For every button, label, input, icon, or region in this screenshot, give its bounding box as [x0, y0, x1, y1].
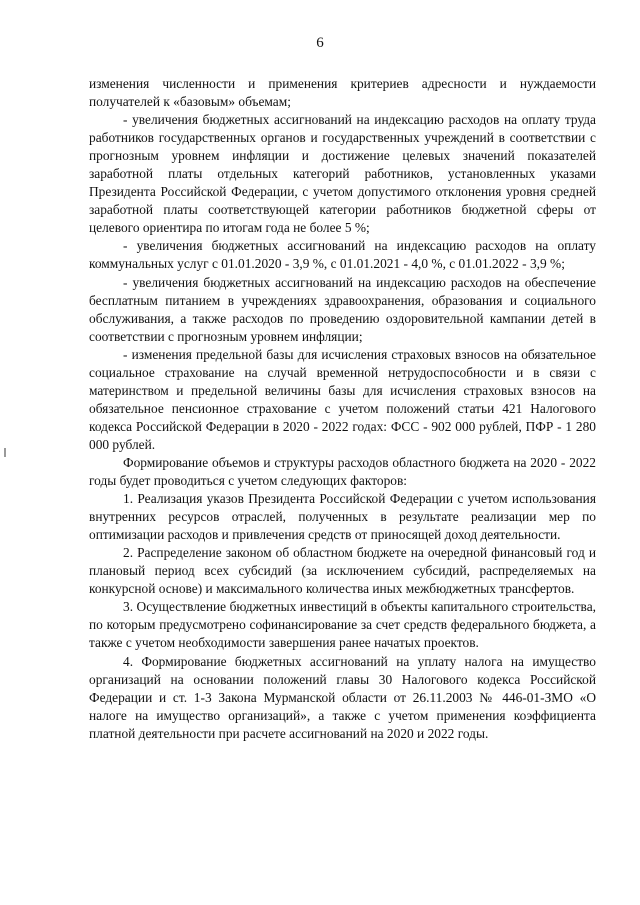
numbered-item-1: 1. Реализация указов Президента Российской Федерации с учетом использования внутренних ресурсов отраслей, полученных в результате реализации мер по оптимизации расходов и привлечения средств от приносящей доход деятельности.	[89, 491, 596, 543]
paragraph-continuation: изменения численности и применения критериев адресности и нуждаемости получателей к «базовым» объемам;	[89, 76, 596, 110]
numbered-item-4: 4. Формирование бюджетных ассигнований на уплату налога на имущество организаций на основании положений главы 30 Налогового кодекса Российской Федерации и ст. 1-3 Закона Мурманской области от 26.11.2003 № 446-01-ЗМО «О налоге на имущество организаций», а также с учетом применения коэффициента платной деятельности при расчете ассигнований на 2020 и 2022 годы.	[89, 653, 596, 741]
numbered-item-3: 3. Осуществление бюджетных инвестиций в объекты капитального строительства, по которым предусмотрено софинансирование за счет средств федерального бюджета, а также с учетом необходимости завершения ранее начатых проектов.	[89, 599, 596, 651]
numbered-item-2: 2. Распределение законом об областном бюджете на очередной финансовый год и плановый период всех субсидий (за исключением субсидий, распределяемых на конкурсной основе) и максимального количества иных межбюджетных трансфертов.	[89, 545, 596, 597]
paragraph-factors-intro: Формирование объемов и структуры расходов областного бюджета на 2020 - 2022 годы будет проводиться с учетом следующих факторов:	[89, 454, 596, 489]
list-item-salary-indexation: - увеличения бюджетных ассигнований на индексацию расходов на оплату труда работников государственных органов и государственных учреждений в соответствии с прогнозным уровнем инфляции и достижение целевых значений показателей заработной платы отдельных категорий работников, установленных указами Президента Российской Федерации, с учетом допустимого отклонения уровня средней заработной платы соответствующей категории работников бюджетной сферы от целевого ориентира по итогам года не более 5 %;	[89, 112, 596, 236]
list-item-insurance-base: - изменения предельной базы для исчисления страховых взносов на обязательное социальное страхование на случай временной нетрудоспособности и в связи с материнством и предельной величины базы для исчисления страховых взносов на обязательное пенсионное страхование с учетом положений статьи 421 Налогового кодекса Российской Федерации в 2020 - 2022 годах: ФСС - 902 000 рублей, ПФР - 1 280 000 рублей.	[89, 346, 596, 452]
list-item-utilities-indexation: - увеличения бюджетных ассигнований на индексацию расходов на оплату коммунальных услуг с 01.01.2020 - 3,9 %, с 01.01.2021 - 4,0 %, с 01.01.2022 - 3,9 %;	[89, 238, 596, 272]
page-number: 6	[316, 35, 324, 51]
scan-margin-mark	[4, 448, 6, 457]
list-item-meals-indexation: - увеличения бюджетных ассигнований на индексацию расходов на обеспечение бесплатным питанием в учреждениях здравоохранения, образования и социального обслуживания, а также расходов по проведению оздоровительной кампании детей в соответствии с прогнозным уровнем инфляции;	[89, 274, 596, 344]
document-body	[89, 75, 596, 743]
